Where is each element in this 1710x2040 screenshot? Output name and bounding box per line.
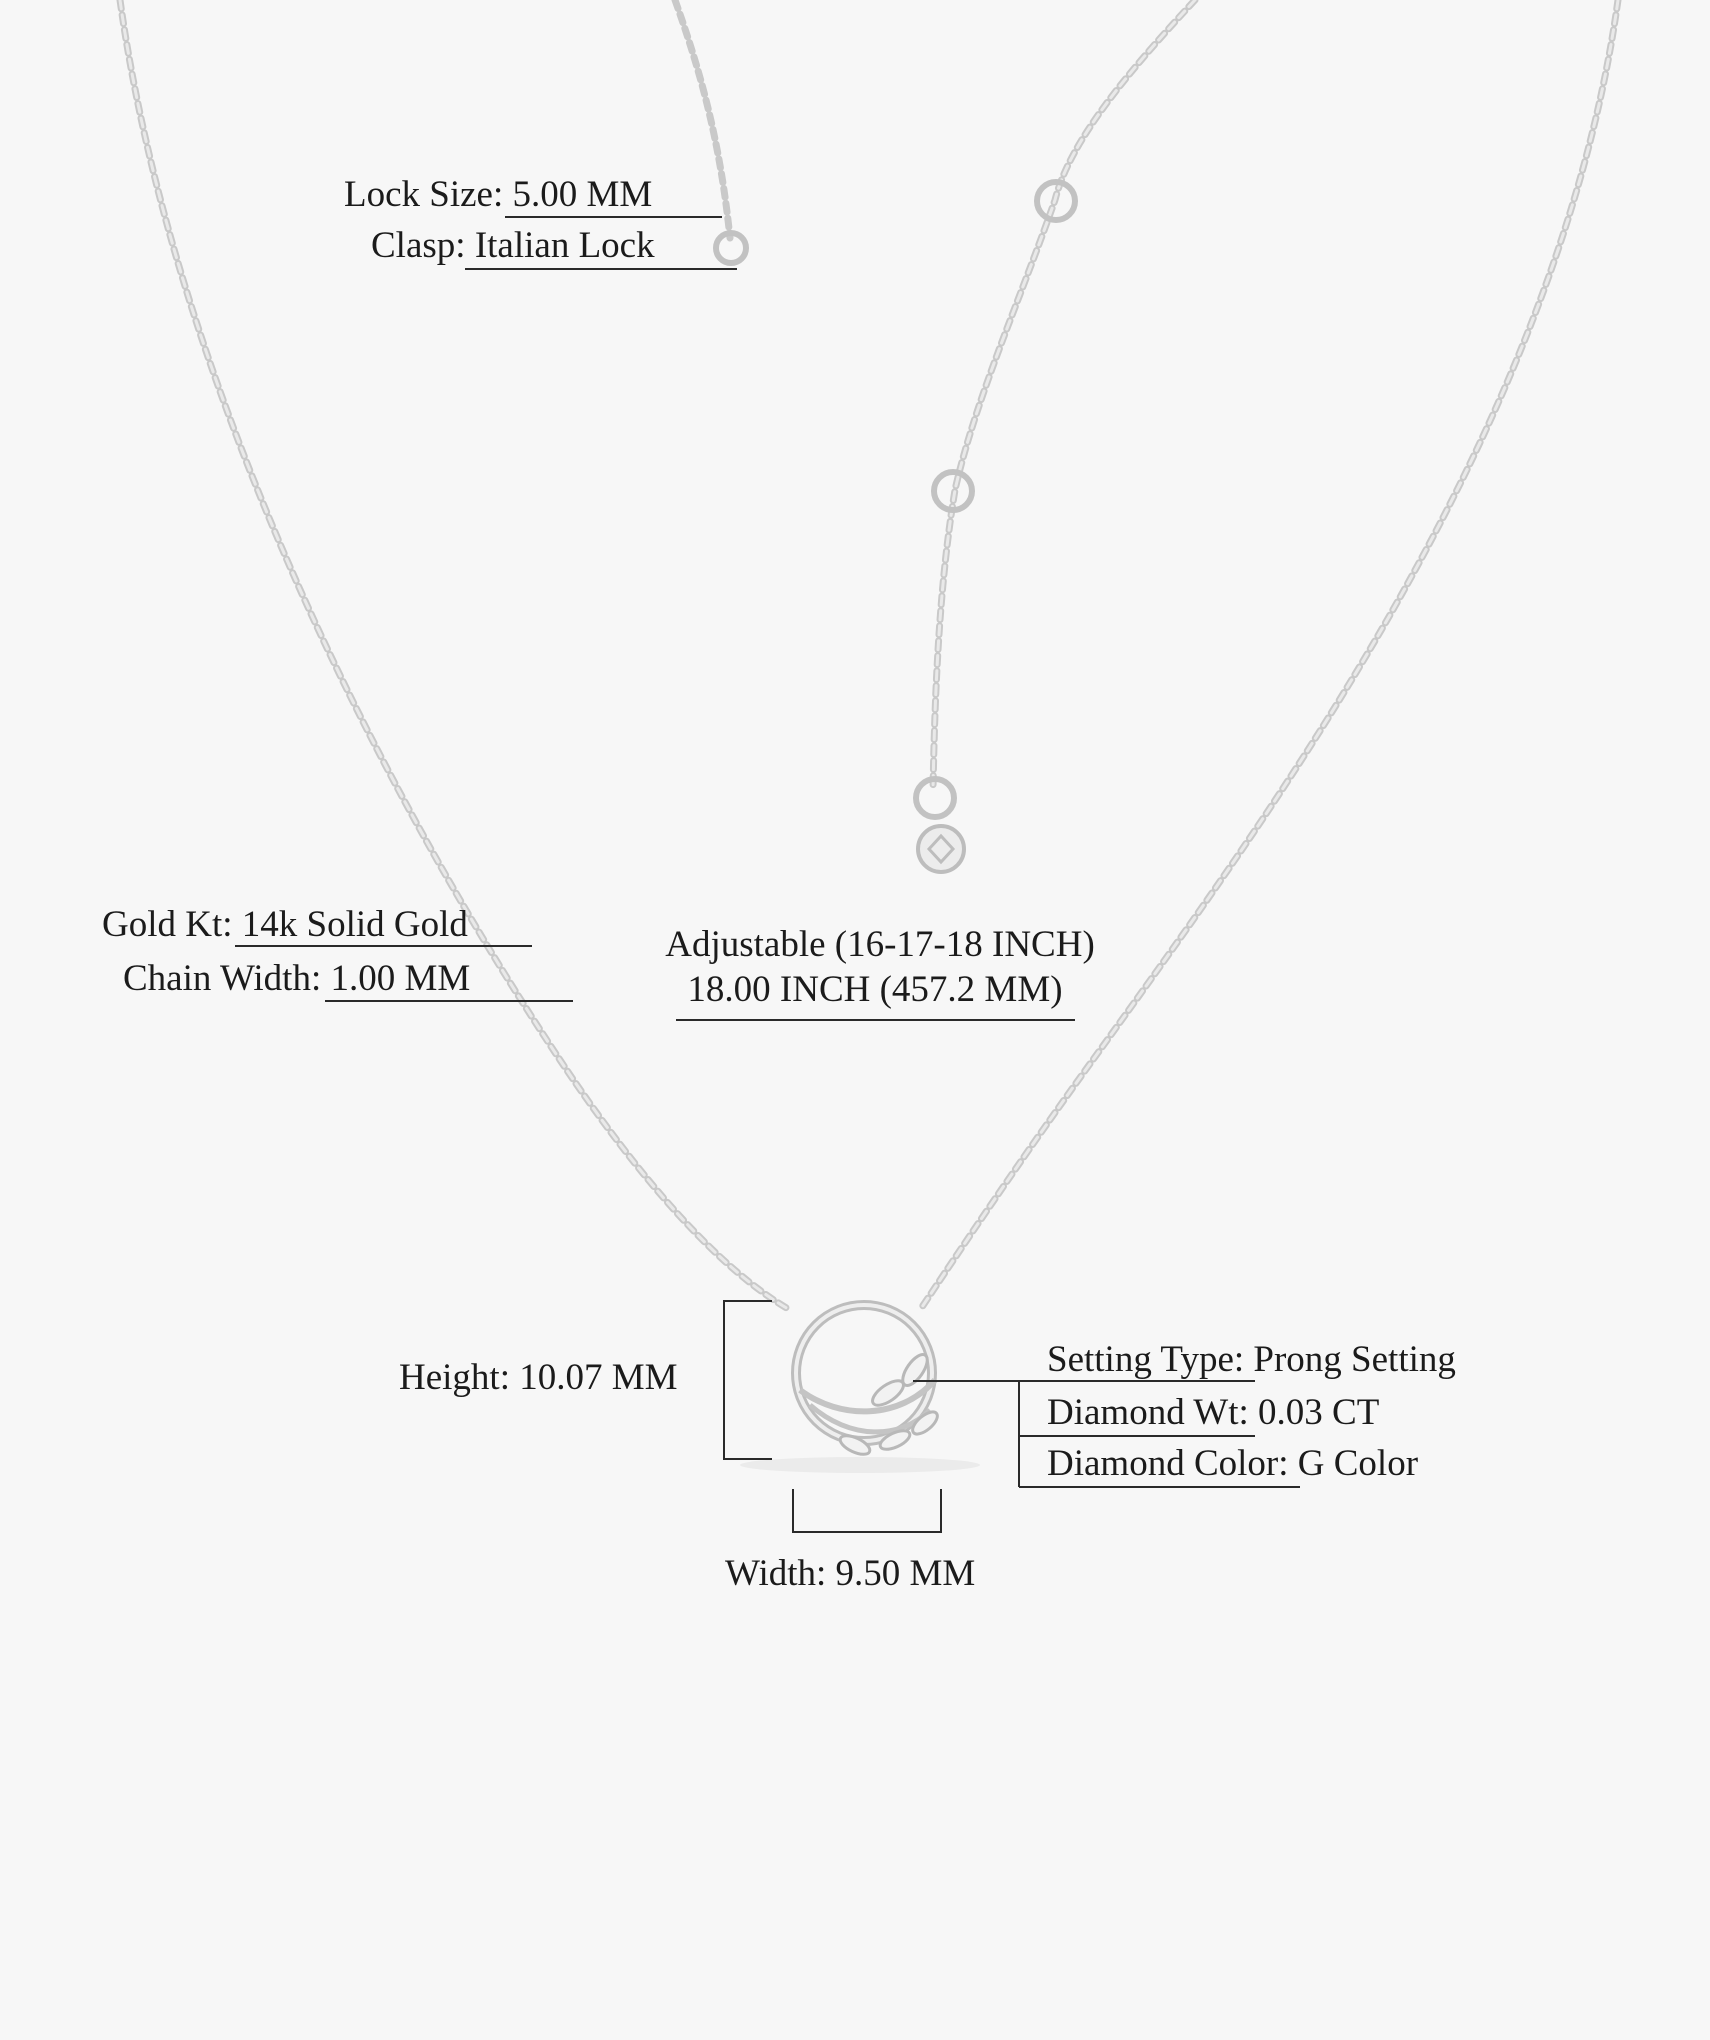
diamond-weight-key: Diamond Wt:: [1047, 1392, 1249, 1433]
gold-kt-label: [102, 903, 468, 947]
lock-size-value: 5.00 MM: [512, 174, 653, 215]
clasp-value: Italian Lock: [474, 225, 655, 266]
lock-chain: [675, 0, 730, 238]
diamond-weight-value: 0.03 CT: [1258, 1392, 1380, 1433]
diamond-color-key: Diamond Color:: [1047, 1443, 1289, 1484]
setting-type-value: Prong Setting: [1253, 1339, 1456, 1380]
height-value: 10.07 MM: [519, 1357, 678, 1398]
adjustable-length: Adjustable (16-17-18 INCH): [665, 924, 1095, 965]
gold-kt-key: Gold Kt:: [102, 904, 233, 945]
end-tag-charm: [918, 826, 964, 872]
width-bracket: [793, 1489, 941, 1532]
gold-kt-value: 14k Solid Gold: [241, 904, 468, 945]
chain-width-label: [123, 957, 470, 1001]
height-bracket: [724, 1301, 772, 1459]
extender-chain: [933, 0, 1195, 790]
right-chain: [920, 0, 1618, 1310]
diamond-color-value: G Color: [1297, 1443, 1419, 1484]
width-key: Width:: [725, 1553, 827, 1594]
setting-type-label: [1047, 1338, 1456, 1382]
height-key: Height:: [399, 1357, 510, 1398]
width-value: 9.50 MM: [835, 1553, 976, 1594]
pendant-width-label: [725, 1552, 975, 1596]
clasp-key: Clasp:: [371, 225, 466, 266]
diamond-color-label: [1047, 1442, 1418, 1486]
total-length: 18.00 INCH (457.2 MM): [687, 969, 1063, 1010]
pendant-height-label: [399, 1356, 678, 1400]
lock-size-label: [344, 173, 652, 217]
clasp-label: [371, 224, 655, 268]
setting-type-key: Setting Type:: [1047, 1339, 1245, 1380]
diamond-weight-label: [1047, 1391, 1379, 1435]
chain-width-key: Chain Width:: [123, 958, 322, 999]
pendant: [740, 1305, 980, 1473]
chain-width-value: 1.00 MM: [330, 958, 471, 999]
lock-size-key: Lock Size:: [344, 174, 504, 215]
